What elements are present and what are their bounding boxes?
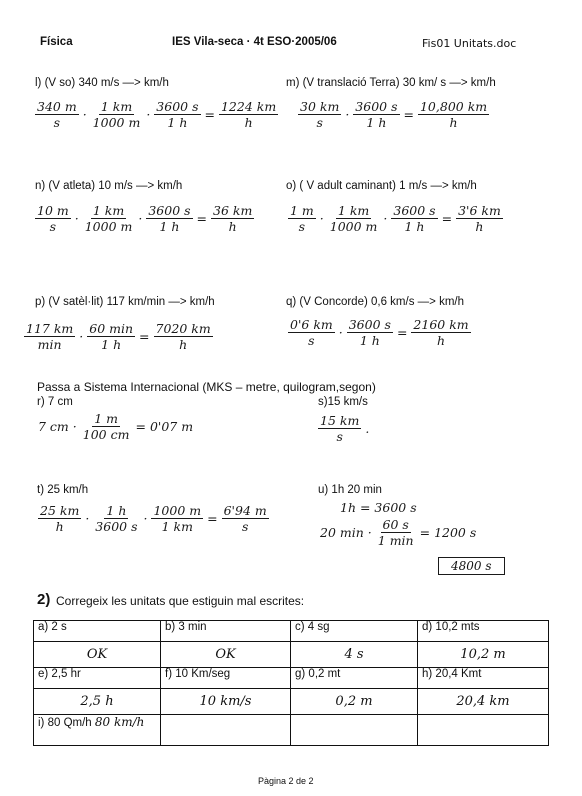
fraction — [83, 204, 135, 233]
fraction-denominator: h — [179, 337, 188, 353]
fraction — [81, 412, 132, 441]
table-cell-label-i — [34, 715, 161, 746]
answer-text: 10,2 m — [460, 647, 506, 662]
fraction-numerator: 3600 s — [148, 203, 191, 218]
math-operator: = — [403, 107, 414, 123]
fraction-numerator: 3600 s — [355, 99, 398, 114]
fraction — [353, 100, 399, 129]
section2-title: Corregeix les unitats que estiguin mal escrites: — [56, 594, 305, 608]
fraction — [456, 204, 503, 233]
math-operator: = — [196, 211, 208, 227]
fraction-denominator: h — [228, 219, 237, 235]
math-operator: · — [138, 211, 143, 227]
fraction — [35, 204, 71, 233]
fraction-denominator: 1 h — [159, 219, 180, 235]
math-operator: . — [365, 421, 370, 437]
fraction-denominator: min — [37, 337, 62, 353]
fraction — [288, 318, 335, 347]
fraction-denominator: 3600 s — [95, 519, 138, 535]
fraction-numerator: 3600 s — [348, 317, 391, 332]
math-operator: · — [74, 211, 79, 227]
fraction-numerator: 0'6 km — [290, 317, 333, 332]
math-operator: · — [143, 511, 148, 527]
school-header: IES Vila-seca · 4t ESO·2005/06 — [172, 36, 337, 48]
table-cell-empty — [161, 715, 291, 746]
fraction-numerator: 10,800 km — [419, 99, 488, 114]
question-u-line1: 1h = 3600 s — [340, 500, 417, 515]
fraction — [38, 504, 81, 533]
math-operator: · — [85, 511, 90, 527]
fraction-denominator: s — [241, 519, 249, 535]
answer-text: 10 km/s — [199, 694, 252, 709]
fraction-numerator: 60 s — [382, 517, 409, 532]
fraction — [219, 100, 278, 129]
math-operator: = — [419, 525, 431, 541]
table-cell-label-f: f) 10 Km/seg — [161, 668, 291, 689]
fraction-numerator: 1 km — [100, 99, 133, 114]
fraction-denominator: 1 h — [167, 115, 188, 131]
question-m-prompt: m) (V translació Terra) 30 km/ s —> km/h — [286, 77, 496, 89]
question-p-prompt: p) (V satèl·lit) 117 km/min —> km/h — [35, 296, 215, 308]
table-cell-label-h: h) 20,4 Kmt — [418, 668, 549, 689]
table-row — [34, 715, 549, 746]
question-o-prompt: o) ( V adult caminant) 1 m/s —> km/h — [286, 180, 477, 192]
math-operator: = — [139, 329, 150, 345]
fraction — [91, 100, 143, 129]
question-u-total: 4800 s — [438, 557, 505, 575]
si-section-title: Passa a Sistema Internacional (MKS – metre, quilogram,segon) — [37, 380, 376, 394]
fraction-denominator: s — [316, 115, 323, 131]
question-t-prompt: t) 25 km/h — [37, 484, 89, 496]
fraction — [411, 318, 470, 347]
table-cell-answer-e — [34, 689, 161, 715]
math-operator: = — [204, 107, 215, 123]
section2-number: 2) — [37, 591, 51, 608]
fraction — [211, 204, 254, 233]
question-q-prompt: q) (V Concorde) 0,6 km/s —> km/h — [286, 296, 464, 308]
math-operator: · — [367, 525, 372, 541]
fraction-numerator: 340 m — [37, 99, 77, 114]
answer-text: 4 s — [344, 647, 364, 662]
fraction-denominator: 1 h — [404, 219, 425, 235]
fraction-denominator: 1 h — [366, 115, 387, 131]
fraction — [376, 518, 416, 547]
table-cell-empty — [418, 715, 549, 746]
table-cell-answer-b — [161, 642, 291, 668]
answer-text: 2,5 h — [80, 694, 114, 709]
fraction-numerator: 25 km — [40, 503, 80, 518]
fraction-numerator: 1 h — [106, 503, 127, 518]
question-t-answer — [36, 504, 271, 533]
fraction-denominator: h — [449, 115, 458, 131]
fraction-denominator: s — [49, 219, 57, 235]
fraction-numerator: 117 km — [26, 321, 74, 336]
fraction-numerator: 1 m — [290, 203, 314, 218]
table-cell-empty — [291, 715, 418, 746]
fraction — [154, 100, 200, 129]
math-operator: = — [441, 211, 453, 227]
fraction — [328, 204, 380, 233]
document-filename: Fis01 Unitats.doc — [422, 37, 517, 50]
fraction-denominator: 1 km — [161, 519, 193, 535]
question-l-prompt: l) (V so) 340 m/s —> km/h — [35, 77, 169, 89]
question-m-answer — [296, 100, 491, 129]
fraction-denominator: s — [298, 219, 306, 235]
math-term: 0'07 m — [149, 419, 194, 435]
fraction-numerator: 3600 s — [156, 99, 199, 114]
fraction-numerator: 1 km — [337, 203, 370, 218]
fraction — [35, 100, 79, 129]
table-row — [34, 689, 549, 715]
question-l-answer — [33, 100, 280, 129]
math-term: 7 cm — [38, 419, 69, 435]
table-cell-answer-a — [34, 642, 161, 668]
fraction — [222, 504, 269, 533]
fraction-denominator: 1000 m — [329, 219, 378, 235]
fraction — [347, 318, 393, 347]
fraction-denominator: h — [475, 219, 484, 235]
fraction-numerator: 7020 km — [155, 321, 211, 336]
fraction-denominator: s — [308, 333, 315, 349]
page-footer: Pàgina 2 de 2 — [258, 776, 314, 786]
math-operator: · — [338, 325, 343, 341]
answer-text: 80 km/h — [94, 715, 145, 729]
answer-text: 20,4 km — [456, 694, 510, 709]
fraction-numerator: 3600 s — [393, 203, 436, 218]
fraction-denominator: 1 h — [101, 337, 122, 353]
fraction — [391, 204, 437, 233]
question-u-prompt: u) 1h 20 min — [318, 484, 382, 496]
fraction — [154, 322, 213, 351]
question-s-prompt: s)15 km/s — [318, 396, 368, 408]
table-cell-label-c: c) 4 sg — [291, 621, 418, 642]
question-n-prompt: n) (V atleta) 10 m/s —> km/h — [35, 180, 183, 192]
math-operator: = — [135, 419, 146, 435]
fraction-denominator: s — [53, 115, 61, 131]
question-q-answer — [286, 318, 473, 347]
fraction-denominator: h — [244, 115, 253, 131]
question-o-answer — [286, 204, 505, 233]
math-operator: · — [72, 419, 77, 435]
fraction — [418, 100, 489, 129]
fraction-numerator: 3'6 km — [458, 203, 501, 218]
table-row — [34, 642, 549, 668]
math-operator: · — [79, 329, 84, 345]
answer-text: 0,2 m — [335, 694, 373, 709]
table-cell-label-b: b) 3 min — [161, 621, 291, 642]
table-cell-answer-h — [418, 689, 549, 715]
table-cell-label-g: g) 0,2 mt — [291, 668, 418, 689]
question-s-answer — [316, 414, 371, 443]
fraction-denominator: s — [336, 429, 343, 445]
fraction-numerator: 1224 km — [220, 99, 277, 114]
answer-text: OK — [86, 647, 108, 662]
fraction-numerator: 36 km — [213, 203, 253, 218]
math-operator: · — [319, 211, 324, 227]
fraction-denominator: 1 min — [377, 533, 414, 549]
question-p-answer — [22, 322, 215, 351]
fraction-numerator: 1 m — [94, 411, 118, 426]
fraction — [288, 204, 316, 233]
math-operator: · — [82, 107, 87, 123]
math-term: 20 min — [320, 525, 364, 541]
table-cell-label-d: d) 10,2 mts — [418, 621, 549, 642]
table-cell-answer-d — [418, 642, 549, 668]
subject-title: Física — [40, 36, 73, 48]
table-cell-answer-c — [291, 642, 418, 668]
question-n-answer — [33, 204, 256, 233]
math-term: 1200 s — [434, 525, 477, 541]
fraction-denominator: 1000 m — [92, 115, 141, 131]
fraction-denominator: 1000 m — [84, 219, 133, 235]
question-r-prompt: r) 7 cm — [37, 396, 73, 408]
table-cell-label-e: e) 2,5 hr — [34, 668, 161, 689]
math-operator: = — [207, 511, 218, 527]
fraction-numerator: 1 km — [92, 203, 125, 218]
math-operator: · — [345, 107, 350, 123]
fraction-denominator: 100 cm — [82, 427, 130, 443]
table-cell-answer-g — [291, 689, 418, 715]
fraction-numerator: 60 min — [89, 321, 134, 336]
fraction-numerator: 1000 m — [153, 503, 202, 518]
fraction-numerator: 30 km — [300, 99, 340, 114]
fraction-denominator: 1 h — [359, 333, 380, 349]
label-text: i) 80 Qm/h — [38, 717, 92, 729]
fraction — [298, 100, 341, 129]
answer-text: OK — [215, 647, 236, 662]
fraction — [93, 504, 139, 533]
table-row — [34, 668, 549, 689]
math-operator: · — [146, 107, 151, 123]
fraction — [151, 504, 203, 533]
fraction-numerator: 2160 km — [413, 317, 469, 332]
table-row — [34, 621, 549, 642]
table-cell-label-a: a) 2 s — [34, 621, 161, 642]
fraction — [146, 204, 192, 233]
fraction-numerator: 6'94 m — [223, 503, 267, 518]
units-correction-table — [33, 620, 549, 746]
fraction-denominator: h — [55, 519, 64, 535]
math-operator: · — [383, 211, 388, 227]
fraction-numerator: 10 m — [37, 203, 69, 218]
fraction-denominator: h — [437, 333, 446, 349]
fraction — [87, 322, 135, 351]
fraction — [24, 322, 75, 351]
question-r-answer — [36, 412, 195, 441]
fraction-numerator: 15 km — [320, 413, 360, 428]
fraction — [318, 414, 361, 443]
table-cell-answer-f — [161, 689, 291, 715]
question-u-line2 — [318, 518, 478, 547]
math-operator: = — [396, 325, 408, 341]
